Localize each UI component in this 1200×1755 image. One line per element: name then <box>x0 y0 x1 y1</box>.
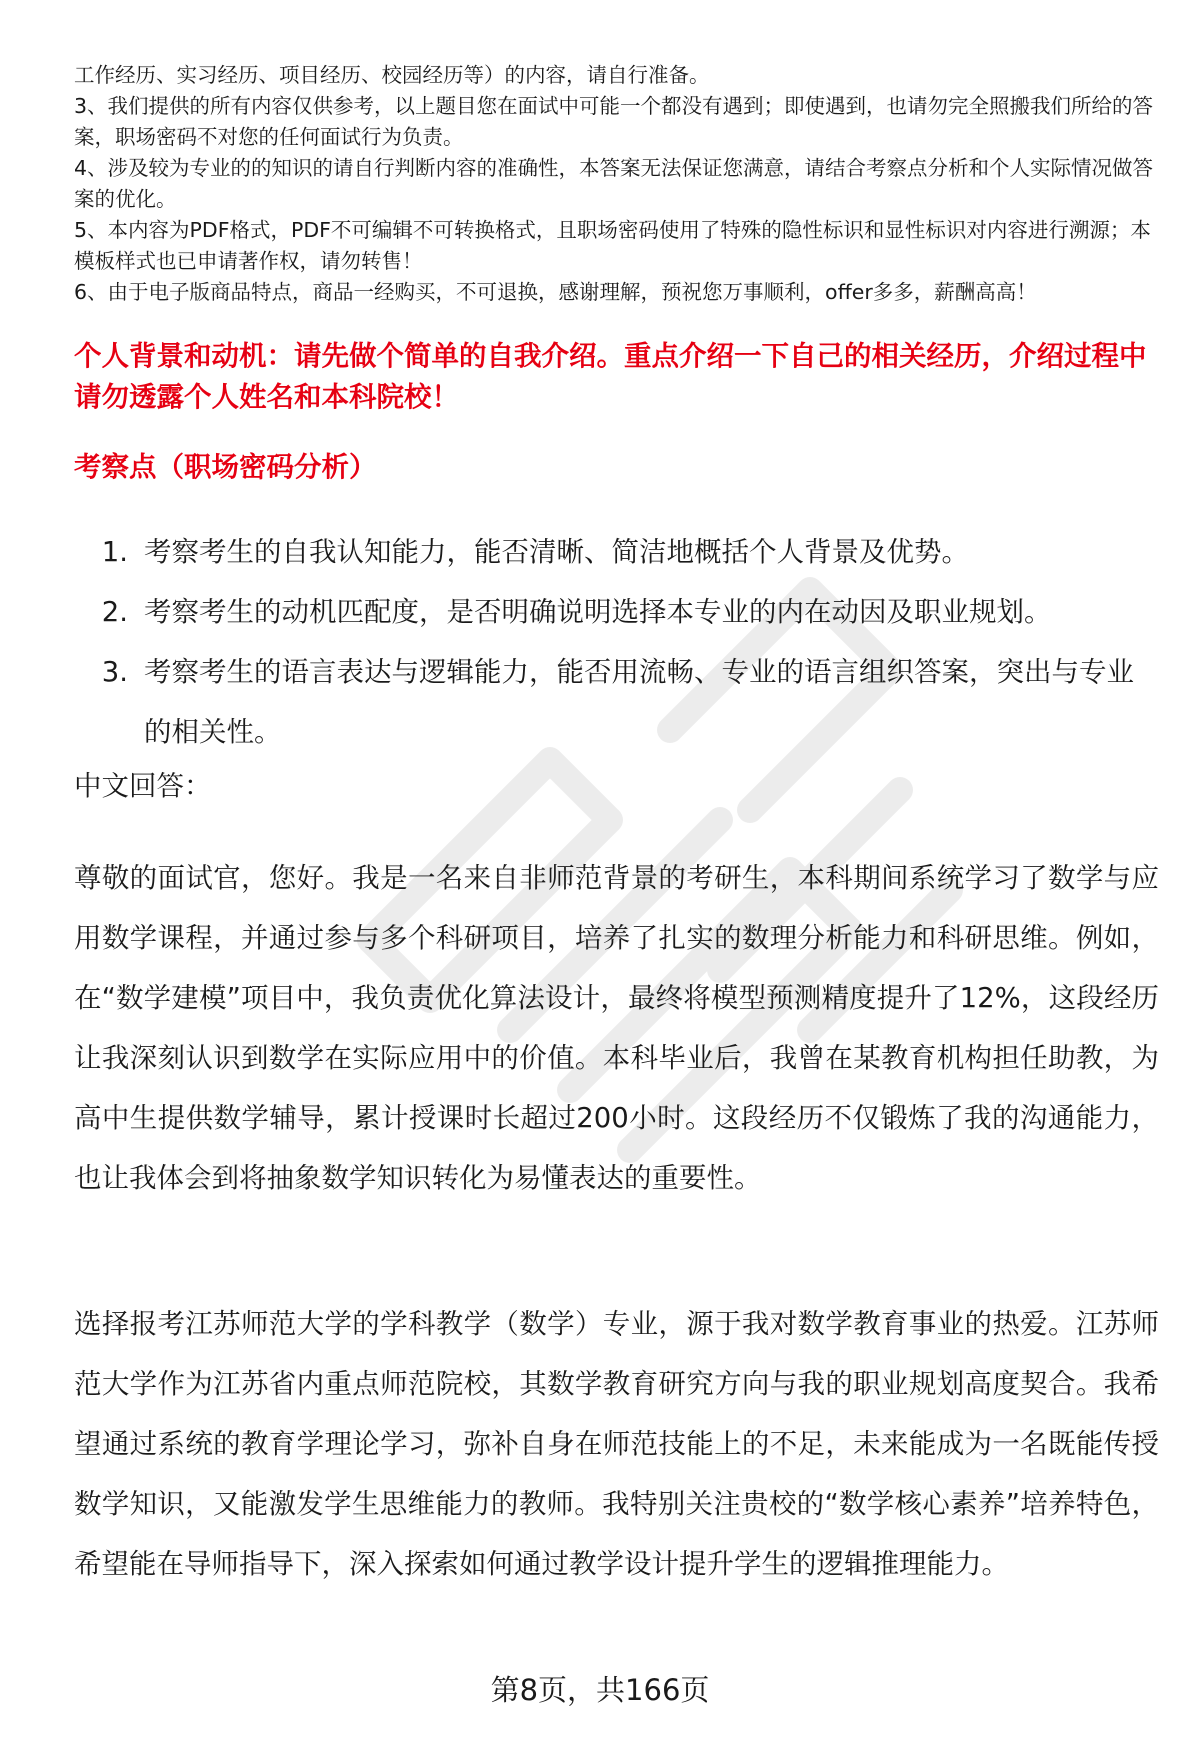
list-item-number: 2. <box>101 596 128 628</box>
page-number-footer: 第8页，共166页 <box>490 1673 710 1707</box>
list-item-text: 考察考生的语言表达与逻辑能力，能否用流畅、专业的语言组织答案，突出与专业的相关性。 <box>144 656 1134 748</box>
answer-label: 中文回答： <box>74 770 212 802</box>
note-line: 5、本内容为PDF格式，PDF不可编辑不可转换格式，且职场密码使用了特殊的隐性标识和显性标识对内容进行溯源；本模板样式也已申请著作权，请勿转售！ <box>74 218 1151 273</box>
analysis-title: 考察点（职场密码分析） <box>74 451 377 483</box>
list-item <box>74 642 1154 762</box>
answer-paragraph: 选择报考江苏师范大学的学科教学（数学）专业，源于我对数学教育事业的热爱。江苏师范大学作为江苏省内重点师范院校，其数学教育研究方向与我的职业规划高度契合。我希望通过系统的教育学理论学习，弥补自身在师范技能上的不足，未来能成为一名既能传授数学知识，又能激发学生思维能力的教师。我特别关注贵校的“数学核心素养”培养特色，希望能在导师指导下，深入探索如何通过教学设计提升学生的逻辑推理能力。 <box>74 1308 1159 1580</box>
analysis-points-list <box>74 522 1154 762</box>
list-item-text: 考察考生的自我认知能力，能否清晰、简洁地概括个人背景及优势。 <box>144 536 969 568</box>
note-line: 3、我们提供的所有内容仅供参考，以上题目您在面试中可能一个都没有遇到；即使遇到，也请勿完全照搬我们所给的答案，职场密码不对您的任何面试行为负责。 <box>74 94 1154 149</box>
notes-block <box>74 60 1164 308</box>
question-heading: 个人背景和动机：请先做个简单的自我介绍。重点介绍一下自己的相关经历，介绍过程中请勿透露个人姓名和本科院校！ <box>74 340 1147 413</box>
note-line: 工作经历、实习经历、项目经历、校园经历等）的内容，请自行准备。 <box>74 63 710 87</box>
list-item-number: 1. <box>101 536 128 568</box>
list-item-text: 考察考生的动机匹配度，是否明确说明选择本专业的内在动因及职业规划。 <box>144 596 1052 628</box>
note-line: 6、由于电子版商品特点，商品一经购买，不可退换，感谢理解，预祝您万事顺利，offer多多，薪酬高高！ <box>74 280 1037 304</box>
answer-paragraph: 尊敬的面试官，您好。我是一名来自非师范背景的考研生，本科期间系统学习了数学与应用数学课程，并通过参与多个科研项目，培养了扎实的数理分析能力和科研思维。例如，在“数学建模”项目中，我负责优化算法设计，最终将模型预测精度提升了12%，这段经历让我深刻认识到数学在实际应用中的价值。本科毕业后，我曾在某教育机构担任助教，为高中生提供数学辅导，累计授课时长超过200小时。这段经历不仅锻炼了我的沟通能力，也让我体会到将抽象数学知识转化为易懂表达的重要性。 <box>74 862 1159 1194</box>
list-item <box>74 582 1154 642</box>
list-item-number: 3. <box>101 656 128 688</box>
list-item <box>74 522 1154 582</box>
note-line: 4、涉及较为专业的的知识的请自行判断内容的准确性，本答案无法保证您满意，请结合考察点分析和个人实际情况做答案的优化。 <box>74 156 1154 211</box>
